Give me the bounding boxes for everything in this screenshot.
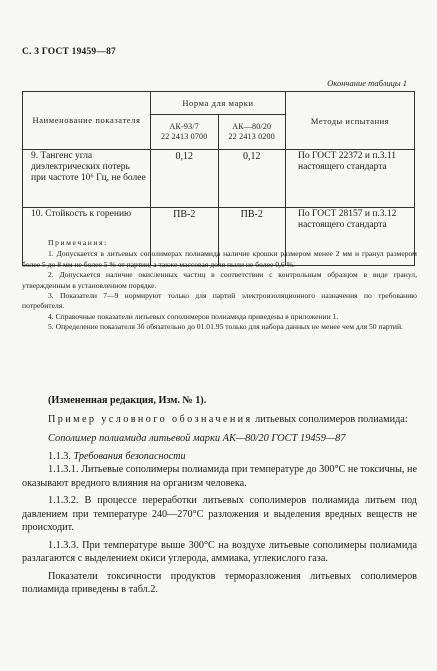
note-item: 5. Определение показателя 3б обязательно до 01.01.95 только для набора данных не менее чем для 50 партий.: [48, 322, 403, 332]
body-text: [22, 394, 417, 597]
col-header-indicator: Наименование показателя: [23, 92, 151, 150]
note-item: 4. Справочные показатели литьевых сополимеров полиамида приведены в приложении 1.: [48, 311, 339, 321]
grade-name: АК-93/7: [169, 121, 199, 131]
notes-title: Примечания:: [48, 238, 108, 247]
method-cell: По ГОСТ 22372 и п.3.11 настоящего стандарта: [286, 150, 415, 208]
value-cell: ПВ-2: [218, 208, 286, 266]
designation-example: Сополимер полиамида литьевой марки АК—80/20 ГОСТ 19459—87: [48, 433, 346, 444]
value-cell: 0,12: [218, 150, 286, 208]
paragraph-1133: 1.1.3.3. При температуре выше 300°С на воздухе литьевые сополимеры полиамида разлагаются с выделением окиси углерода, аммиака, углекислого газа.: [22, 539, 417, 564]
grade-code: 22 2413 0700: [161, 132, 208, 141]
col-header-norm: Норма для марки: [151, 92, 286, 115]
indicator-cell: 10. Стойкость к горению: [23, 208, 151, 266]
value-cell: 0,12: [151, 150, 219, 208]
table-continuation-note: Окончание таблицы 1: [327, 78, 407, 88]
edition-note: (Измененная редакция, Изм. № 1).: [48, 395, 207, 406]
paragraph-1132: 1.1.3.2. В процессе переработки литьевых сополимеров полиамида литьем под давлением при температуре 240—270°С разложения и выделения вредных веществ не происходит.: [22, 495, 417, 533]
note-item: 2. Допускается наличие окисленных частиц в соответствии с контрольным образцом в виде гранул, утвержденным в установленном порядке.: [22, 270, 417, 290]
indicator-cell: 9. Тангенс угла диэлектрических потерь при частоте 10⁶ Гц, не более: [23, 150, 151, 208]
note-item: 3. Показатели 7—9 нормируют только для партий электроизоляционного назначения по требованию потребителя.: [22, 291, 417, 311]
grade-header-ak80: [218, 115, 286, 150]
example-heading: [22, 413, 417, 427]
paragraph-toxicity: Показатели токсичности продуктов терморазложения литьевых сополимеров полиамида приведены в табл.2.: [22, 570, 417, 595]
note-item: 1. Допускается в литьевых сополимерах полиамида наличие крошки размером менее 2 мм и гранул размером более 5 до 8 мм не более 5 % от партии; а также массовая доля пыли не более 0,6 %.: [22, 249, 417, 269]
page-header: С. 3 ГОСТ 19459—87: [22, 47, 116, 57]
section-number: 1.1.3.: [48, 450, 71, 462]
table-row: [23, 150, 415, 208]
grade-code: 22 2413 0200: [228, 132, 275, 141]
section-title: Требования безопасности: [73, 450, 186, 462]
value-cell: ПВ-2: [151, 208, 219, 266]
notes-block: [22, 238, 417, 333]
grade-name: АК—80/20: [232, 121, 272, 131]
example-heading-rest: литьевых сополимеров полиамида:: [255, 413, 408, 425]
grade-header-ak93: [151, 115, 219, 150]
method-cell: По ГОСТ 28157 и п.3.12 настоящего стандарта: [286, 208, 415, 266]
example-heading-spaced: Пример условного обозначения: [48, 413, 253, 425]
col-header-methods: Методы испытания: [286, 92, 415, 150]
section-heading: [22, 450, 417, 464]
paragraph-1131: 1.1.3.1. Литьевые сополимеры полиамида при температуре до 300°С не токсичны, не оказывают вредного влияния на организм человека.: [22, 464, 417, 489]
